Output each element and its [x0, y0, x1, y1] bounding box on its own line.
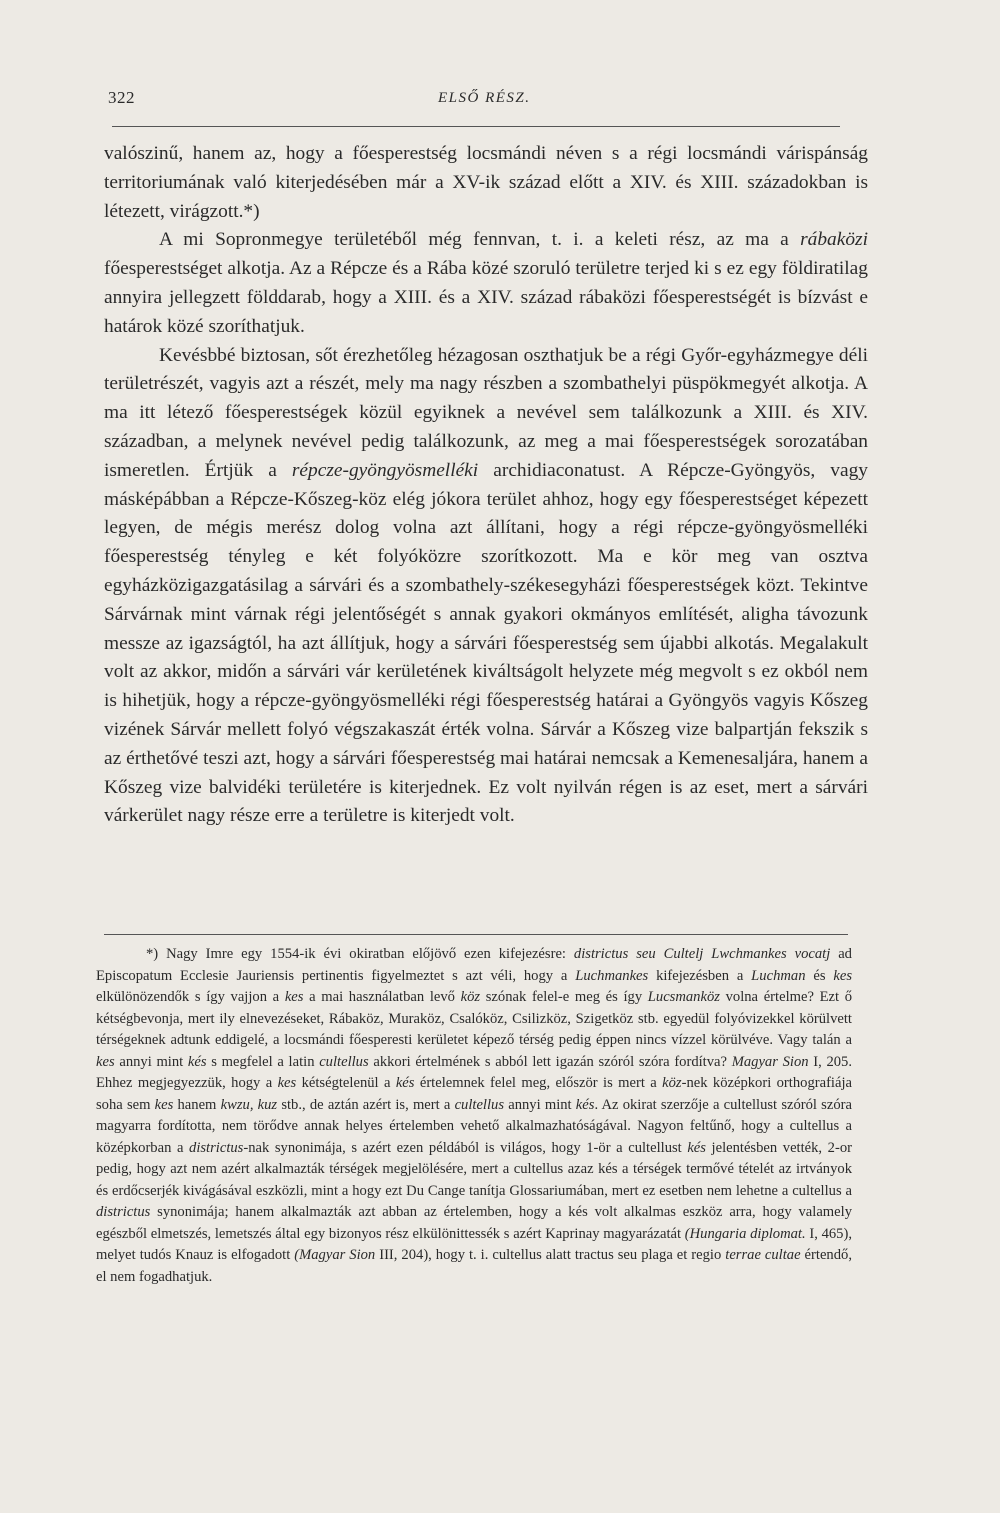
footnote: *) Nagy Imre egy 1554-ik évi okiratban előjövő ezen kifejezésre: districtus seu Cultelj Lwchmankes vocatj ad Episcopatum Ecclesie Jauriensis pertinentis figyelmeztet s azt véli, hogy a Luchmankes kifejezésben a Luchman és kes elkülönözendők s így vajjon a kes a mai használatban levő köz szónak felel-e meg és így Lucsmanköz volna értelme? Ezt ő kétségbevonja, mert ily elnevezéseket, Rábaköz, Muraköz, Csalóköz, Csilizköz, Szigetköz stb. egyedül folyóvizekkel körülvett térségeknek adtunk eddigelé, a locsmándi főesperesti kerületet képező térség pedig éppen nincs vízzel körülvéve. Vagy talán a kes annyi mint kés s megfelel a latin cultellus akkori értelmének s abból lett igazán szóról szóra fordítva? Magyar Sion I, 205. Ehhez megjegyezzük, hogy a kes kétségtelenül a kés értelemnek felel meg, először is mert a köz-nek középkori orthografiája soha sem kes hanem kwzu, kuz stb., de aztán azért is, mert a cultellus annyi mint kés. Az okirat szerzője a cultellust szóról szóra magyarra fordította, nem törődve annak helyes értelemben vehető alkalmazhatóságával. Nagyon feltűnő, hogy a cultellus a középkorban a districtus-nak synonimája, s azért ezen példából is világos, hogy 1-ör a cultellust kés jelentésben vették, 2-or pedig, hogy azt nem azért alkalmazták térségek megjelölésére, mert a cultellus azaz kés a térségek termővé tételét az irtványok és erdőcserjék kivágásával eszközli, mint a hogy ezt Du Cange tanítja Glossariumában, mert ez esetben nem lehetne a cultellus a districtus synonimája; hanem alkalmazták azt abban az értelemben, hogy a kés volt alkalmas eszköz arra, hogy valamely egészből elmetszés, lemetszés által egy bizonyos rész elkülönittessék s azért Kaprinay magyarázatát (Hungaria diplomat. I, 465), melyet tudós Knauz is elfogadott (Magyar Sion III, 204), hogy t. i. cultellus alatt tractus seu plaga et regio terrae cultae értendő, el nem fogadhatjuk. — [96, 946, 852, 1285]
paragraph-1: valószinű, hanem az, hogy a főesperestség locsmándi néven s a régi locsmándi várispánság territoriumának való kiterjedésében már a XV-ik század előtt a XIV. és XIII. századokban is létezett, virágzott.*) — [104, 143, 868, 222]
page-header — [108, 88, 860, 118]
header-rule — [112, 126, 840, 127]
main-text — [104, 140, 868, 831]
paragraph-3: Kevésbbé biztosan, sőt érezhetőleg hézagosan oszthatjuk be a régi Győr-egyházmegye déli területrészét, vagyis azt a részét, mely ma nagy részben a szombathelyi püspökmegyét alkotja. A ma itt létező főesperestségek közül egyiknek a nevével sem találkozunk a XIII. és XIV. században, a melynek nevével pedig találkozunk, az meg a mai főesperestségek sorozatában ismeretlen. Értjük a répcze-gyöngyösmelléki archidiaconatust. A Répcze-Gyöngyös, vagy másképábban a Répcze-Kőszeg-köz elég jókora terület ahhoz, hogy egy főesperestséget képezett legyen, de mégis merész dolog volna azt állítani, hogy a régi répcze-gyöngyösmelléki főesperestség tényleg e két folyóközre szorítkozott. Ma e kör meg van osztva egyházközigazgatásilag a sárvári és a szombathely-székesegyházi főesperestségek közt. Tekintve Sárvárnak mint várnak régi jelentőségét s annak gyakori okmányos említését, aligha távozunk messze az igazságtól, ha azt állítjuk, hogy a sárvári főesperestség sem újabbi alkotás. Megalakult volt az akkor, midőn a sárvári vár kerületének kiváltságolt helyzete még megvolt s ez okból nem is hihetjük, hogy a répcze-gyöngyösmelléki régi főesperestség határai a Gyöngyös vagyis Kőszeg vizének Sárvár mellett folyó végszakaszát érték volna. Sárvár a Kőszeg vize balpartján fekszik s az érthetővé teszi azt, hogy a sárvári főesperestség mai határai nemcsak a Kemenesaljára, hanem a Kőszeg vize balvidéki területére is kiterjednek. Ez volt nyilván régen is az eset, mert a sárvári várkerület nagy része erre a területre is kiterjedt volt. — [104, 344, 868, 827]
footnote-rule — [104, 934, 848, 935]
running-title: ELSŐ RÉSZ. — [438, 90, 531, 106]
paragraph-2: A mi Sopronmegye területéből még fennvan, t. i. a keleti rész, az ma a rábaközi főesperestséget alkotja. Az a Répcze és a Rába közé szoruló területre terjed ki s ez egy földiratilag annyira jellegzett földdarab, hogy a XIII. és a XIV. század rábaközi főesperestségét is bízvást e határok közé szoríthatjuk. — [104, 229, 868, 337]
page-number: 322 — [108, 88, 135, 107]
